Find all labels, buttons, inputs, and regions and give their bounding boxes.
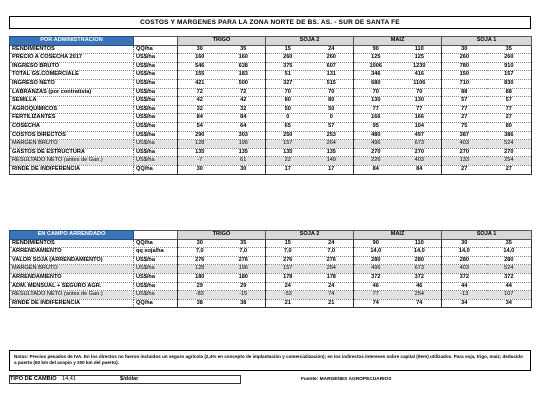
value-cell: 160: [178, 54, 222, 63]
row-unit: US$/ha: [134, 71, 178, 80]
value-cell: 386: [487, 131, 532, 140]
row-unit: US$/ha: [134, 282, 178, 291]
row-unit: QQ/ha: [134, 165, 178, 174]
row-unit: US$/ha: [134, 273, 178, 282]
value-cell: 74: [354, 299, 398, 308]
value-cell: 72: [222, 88, 266, 97]
value-cell: 110: [398, 239, 442, 248]
value-cell: 44: [442, 282, 487, 291]
value-cell: 42: [222, 97, 266, 106]
value-cell: 133: [442, 157, 487, 166]
row-unit: US$/ha: [134, 157, 178, 166]
value-cell: 50: [310, 105, 354, 114]
value-cell: 1230: [398, 62, 442, 71]
value-cell: 496: [354, 265, 398, 274]
row-unit: US$/ha: [134, 105, 178, 114]
value-cell: 250: [266, 131, 310, 140]
value-cell: 27: [442, 165, 487, 174]
row-label: ARRENDAMIENTO: [10, 248, 134, 257]
row-label: TOTAL GS.COMERCIALE: [10, 71, 134, 80]
value-cell: 30: [442, 239, 487, 248]
value-cell: 110: [398, 45, 442, 54]
table-row: [10, 79, 532, 88]
row-unit: US$/ha: [134, 265, 178, 274]
value-cell: 372: [354, 273, 398, 282]
row-label: MARGEN BRUTO: [10, 265, 134, 274]
value-cell: 64: [222, 122, 266, 131]
value-cell: 183: [222, 71, 266, 80]
value-cell: 303: [222, 131, 266, 140]
crop-header-maiz: MAIZ: [354, 37, 442, 46]
footer: [9, 374, 531, 384]
value-cell: 125: [354, 54, 398, 63]
value-cell: 280: [487, 256, 532, 265]
exchange-rate-unit: $/dólar: [120, 376, 139, 382]
value-cell: 254: [487, 157, 532, 166]
crop-header-soja2: SOJA 2: [266, 231, 354, 240]
value-cell: 84: [354, 165, 398, 174]
value-cell: 372: [487, 273, 532, 282]
value-cell: 372: [398, 273, 442, 282]
value-cell: 70: [310, 88, 354, 97]
row-unit: QQ/ha: [134, 299, 178, 308]
value-cell: 70: [354, 88, 398, 97]
value-cell: 38: [178, 299, 222, 308]
row-label: RESULTADO NETO (antes de Gan.): [10, 291, 134, 300]
value-cell: 44: [487, 282, 532, 291]
value-cell: 157: [487, 71, 532, 80]
unit-header: [134, 37, 178, 46]
value-cell: 387: [442, 131, 487, 140]
value-cell: 46: [398, 282, 442, 291]
row-unit: US$/ha: [134, 114, 178, 123]
value-cell: 7,0: [178, 248, 222, 257]
value-cell: 32: [222, 105, 266, 114]
row-unit: US$/ha: [134, 131, 178, 140]
value-cell: 88: [442, 88, 487, 97]
value-cell: 830: [487, 79, 532, 88]
value-cell: 673: [398, 265, 442, 274]
value-cell: 84: [178, 114, 222, 123]
value-cell: 680: [354, 79, 398, 88]
value-cell: 524: [487, 140, 532, 149]
value-cell: 524: [487, 265, 532, 274]
value-cell: 80: [487, 122, 532, 131]
table-row: [10, 165, 532, 174]
row-unit: QQ/ha: [134, 45, 178, 54]
value-cell: 88: [487, 88, 532, 97]
table-row: [10, 157, 532, 166]
value-cell: 226: [354, 157, 398, 166]
row-unit: US$/ha: [134, 140, 178, 149]
table-row: [10, 291, 532, 300]
value-cell: 30: [178, 239, 222, 248]
value-cell: 135: [266, 148, 310, 157]
value-cell: 178: [310, 273, 354, 282]
value-cell: 130: [354, 97, 398, 106]
table-row: [10, 265, 532, 274]
value-cell: 42: [178, 97, 222, 106]
row-label: INGRESO NETO: [10, 79, 134, 88]
value-cell: 160: [222, 54, 266, 63]
value-cell: 0: [310, 114, 354, 123]
value-cell: 280: [354, 256, 398, 265]
value-cell: 196: [222, 140, 266, 149]
value-cell: -53: [266, 291, 310, 300]
value-cell: 77: [487, 105, 532, 114]
value-cell: 638: [222, 62, 266, 71]
value-cell: 135: [310, 148, 354, 157]
crop-header-soja2: SOJA 2: [266, 37, 354, 46]
value-cell: 27: [487, 114, 532, 123]
value-cell: 30: [222, 165, 266, 174]
row-label: INGRESO BRUTO: [10, 62, 134, 71]
value-cell: 54: [178, 122, 222, 131]
table-row: [10, 299, 532, 308]
value-cell: 75: [442, 122, 487, 131]
row-label: RINDE DE INDIFERENCIA: [10, 165, 134, 174]
crop-header-maiz: MAIZ: [354, 231, 442, 240]
exchange-rate-label: TIPO DE CAMBIO: [10, 376, 57, 382]
value-cell: 416: [398, 71, 442, 80]
value-cell: 27: [442, 114, 487, 123]
value-cell: 375: [266, 62, 310, 71]
crop-header-soja1: SOJA 1: [442, 231, 532, 240]
value-cell: 95: [354, 122, 398, 131]
value-cell: 497: [398, 131, 442, 140]
value-cell: 270: [354, 148, 398, 157]
table-row: [10, 122, 532, 131]
table-row: [10, 62, 532, 71]
table-row: [10, 105, 532, 114]
table-row: [10, 282, 532, 291]
row-label: RESULTADO NETO (antes de Gan.): [10, 157, 134, 166]
value-cell: 57: [487, 97, 532, 106]
value-cell: 22: [266, 157, 310, 166]
value-cell: 270: [398, 148, 442, 157]
value-cell: 38: [222, 299, 266, 308]
value-cell: -7: [178, 157, 222, 166]
exchange-rate-value: 14,41: [62, 376, 76, 382]
value-cell: 421: [178, 79, 222, 88]
value-cell: 253: [310, 131, 354, 140]
value-cell: 35: [222, 239, 266, 248]
value-cell: 61: [222, 157, 266, 166]
value-cell: 264: [310, 140, 354, 149]
value-cell: 131: [310, 71, 354, 80]
value-cell: 32: [178, 105, 222, 114]
value-cell: 34: [442, 299, 487, 308]
value-cell: 7,0: [310, 248, 354, 257]
value-cell: 29: [178, 282, 222, 291]
table-row: [10, 97, 532, 106]
row-unit: US$/ha: [134, 122, 178, 131]
value-cell: 84: [222, 114, 266, 123]
value-cell: 57: [442, 97, 487, 106]
table-row: [10, 140, 532, 149]
admin-section-header: POR ADMINISTRACIÓN: [10, 37, 134, 46]
value-cell: 910: [487, 62, 532, 71]
row-unit: US$/ha: [134, 148, 178, 157]
value-cell: 24: [310, 239, 354, 248]
value-cell: 21: [266, 299, 310, 308]
value-cell: 1006: [354, 62, 398, 71]
value-cell: 77: [442, 105, 487, 114]
value-cell: 270: [442, 148, 487, 157]
value-cell: 372: [442, 273, 487, 282]
table-row: [10, 148, 532, 157]
value-cell: 104: [398, 122, 442, 131]
value-cell: 125: [398, 54, 442, 63]
value-cell: 17: [310, 165, 354, 174]
value-cell: 70: [398, 88, 442, 97]
value-cell: 280: [442, 256, 487, 265]
table-row: [10, 71, 532, 80]
admin-table: [9, 36, 532, 175]
value-cell: 14,0: [487, 248, 532, 257]
value-cell: 150: [442, 71, 487, 80]
value-cell: 17: [266, 165, 310, 174]
value-cell: -83: [178, 291, 222, 300]
value-cell: -13: [442, 291, 487, 300]
row-unit: US$/ha: [134, 291, 178, 300]
row-label: COSTOS DIRECTOS: [10, 131, 134, 140]
value-cell: 90: [354, 45, 398, 54]
value-cell: 50: [266, 105, 310, 114]
row-label: FERTILIZANTES: [10, 114, 134, 123]
value-cell: 260: [310, 54, 354, 63]
value-cell: 496: [354, 140, 398, 149]
value-cell: 74: [398, 299, 442, 308]
row-unit: US$/ha: [134, 97, 178, 106]
value-cell: 780: [442, 62, 487, 71]
value-cell: 280: [398, 256, 442, 265]
value-cell: 24: [310, 45, 354, 54]
value-cell: 128: [178, 140, 222, 149]
value-cell: 276: [178, 256, 222, 265]
value-cell: 260: [266, 54, 310, 63]
value-cell: 15: [266, 45, 310, 54]
value-cell: 673: [398, 140, 442, 149]
row-unit: US$/ha: [134, 79, 178, 88]
value-cell: 1106: [398, 79, 442, 88]
row-unit: US$/ha: [134, 62, 178, 71]
value-cell: 30: [178, 45, 222, 54]
value-cell: 149: [310, 157, 354, 166]
value-cell: 607: [310, 62, 354, 71]
value-cell: 15: [266, 239, 310, 248]
table-row: [10, 131, 532, 140]
row-unit: US$/ha: [134, 88, 178, 97]
row-label: COSECHA: [10, 122, 134, 131]
campo-table: [9, 230, 532, 308]
crop-header-trigo: TRIGO: [178, 37, 266, 46]
table-row: [10, 114, 532, 123]
value-cell: 500: [222, 79, 266, 88]
row-label: ADM. MENSUAL + SEGURO AGR.: [10, 282, 134, 291]
value-cell: 14,0: [442, 248, 487, 257]
value-cell: 34: [487, 299, 532, 308]
row-label: RINDE DE INDIFERENCIA: [10, 299, 134, 308]
value-cell: 196: [222, 265, 266, 274]
row-label: RENDIMIENTOS: [10, 239, 134, 248]
value-cell: 128: [178, 265, 222, 274]
row-label: AGROQUIMICOS: [10, 105, 134, 114]
value-cell: 27: [487, 165, 532, 174]
row-label: SEMILLA: [10, 97, 134, 106]
value-cell: 77: [354, 105, 398, 114]
table-row: [10, 239, 532, 248]
value-cell: 72: [178, 88, 222, 97]
campo-section-header: EN CAMPO ARRENDADO: [10, 231, 134, 240]
value-cell: 57: [310, 122, 354, 131]
row-label: MARGEN BRUTO: [10, 140, 134, 149]
value-cell: 130: [398, 97, 442, 106]
value-cell: 157: [266, 265, 310, 274]
value-cell: 21: [310, 299, 354, 308]
value-cell: 166: [398, 114, 442, 123]
value-cell: 260: [442, 54, 487, 63]
crop-header-soja1: SOJA 1: [442, 37, 532, 46]
value-cell: 84: [398, 165, 442, 174]
value-cell: 80: [310, 97, 354, 106]
value-cell: 29: [222, 282, 266, 291]
value-cell: 276: [310, 256, 354, 265]
value-cell: 24: [266, 282, 310, 291]
value-cell: 35: [487, 239, 532, 248]
value-cell: 260: [487, 54, 532, 63]
row-label: ARRENDAMIENTO: [10, 273, 134, 282]
value-cell: 480: [354, 131, 398, 140]
value-cell: 14,0: [398, 248, 442, 257]
value-cell: 166: [354, 114, 398, 123]
value-cell: 0: [266, 114, 310, 123]
value-cell: 51: [266, 71, 310, 80]
value-cell: 46: [354, 282, 398, 291]
value-cell: 270: [487, 148, 532, 157]
row-label: RENDIMIENTOS: [10, 45, 134, 54]
value-cell: 77: [398, 105, 442, 114]
exchange-rate-box: [9, 375, 241, 384]
value-cell: 290: [178, 131, 222, 140]
value-cell: 180: [178, 273, 222, 282]
value-cell: 90: [354, 239, 398, 248]
value-cell: 346: [354, 71, 398, 80]
value-cell: 155: [178, 71, 222, 80]
value-cell: 135: [178, 148, 222, 157]
row-label: LABRANZAS (por contratista): [10, 88, 134, 97]
table-row: [10, 273, 532, 282]
value-cell: 35: [222, 45, 266, 54]
value-cell: 7,0: [222, 248, 266, 257]
table-row: [10, 45, 532, 54]
row-label: PRECIO A COSECHA 2017: [10, 54, 134, 63]
unit-header: [134, 231, 178, 240]
table-row: [10, 248, 532, 257]
value-cell: 515: [310, 79, 354, 88]
value-cell: 35: [487, 45, 532, 54]
value-cell: 30: [442, 45, 487, 54]
value-cell: 14,0: [354, 248, 398, 257]
value-cell: 276: [222, 256, 266, 265]
row-unit: US$/ha: [134, 54, 178, 63]
value-cell: 403: [442, 140, 487, 149]
value-cell: 135: [222, 148, 266, 157]
value-cell: 327: [266, 79, 310, 88]
value-cell: 403: [442, 265, 487, 274]
value-cell: 80: [266, 97, 310, 106]
row-label: VALOR SOJA (ARRENDAMIENTO): [10, 256, 134, 265]
table-row: [10, 54, 532, 63]
row-unit: qq soja/ha: [134, 248, 178, 257]
value-cell: 70: [266, 88, 310, 97]
value-cell: 74: [310, 291, 354, 300]
table-row: [10, 88, 532, 97]
table-row: [10, 256, 532, 265]
value-cell: 264: [310, 265, 354, 274]
value-cell: 403: [398, 157, 442, 166]
value-cell: 180: [222, 273, 266, 282]
row-label: GASTOS DE ESTRUCTURA: [10, 148, 134, 157]
value-cell: -15: [222, 291, 266, 300]
value-cell: 77: [354, 291, 398, 300]
row-unit: US$/ha: [134, 256, 178, 265]
value-cell: 65: [266, 122, 310, 131]
value-cell: 30: [178, 165, 222, 174]
value-cell: 276: [266, 256, 310, 265]
crop-header-trigo: TRIGO: [178, 231, 266, 240]
notes: Notas: Precios pesados de IVA. En los directos no fueron incluidos un seguro agrícola (2,4% en concepto de implantación y comercialización); en los indirectos intereses sobre capital (ítem) utilizados. Para soja, trigo, maíz; deducido a puerto (60 km del acopio y 200 km del puerto).: [9, 350, 531, 371]
value-cell: 546: [178, 62, 222, 71]
value-cell: 157: [266, 140, 310, 149]
value-cell: 24: [310, 282, 354, 291]
page-title: COSTOS Y MARGENES PARA LA ZONA NORTE DE BS. AS. - SUR DE SANTA FE: [9, 16, 531, 29]
source-label: Fuente: MARGENES AGROPECUARIOS: [301, 376, 392, 382]
value-cell: 254: [398, 291, 442, 300]
value-cell: 7,0: [266, 248, 310, 257]
row-unit: QQ/ha: [134, 239, 178, 248]
value-cell: 178: [266, 273, 310, 282]
value-cell: 107: [487, 291, 532, 300]
value-cell: 710: [442, 79, 487, 88]
